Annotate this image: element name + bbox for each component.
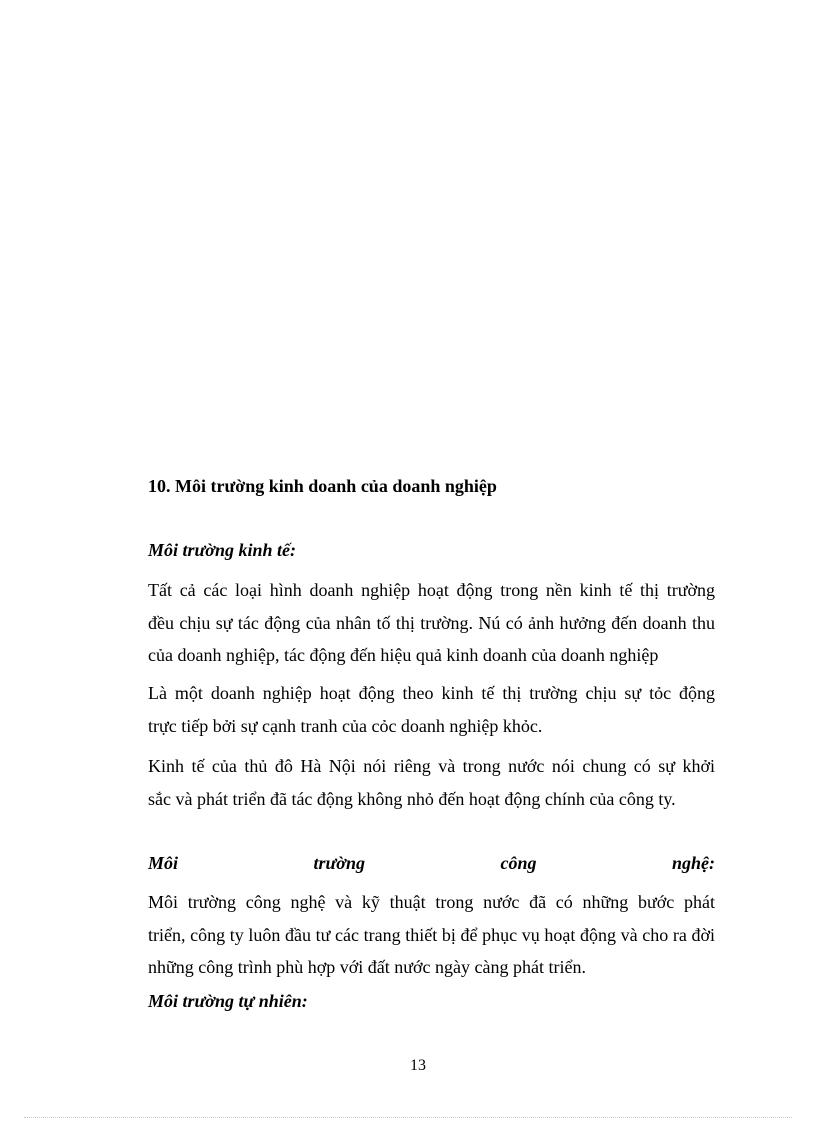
paragraph-line-1: Tất cả các loại hình doanh nghiệp hoạt động trong nền kinh tế thị trường — [148, 580, 715, 600]
technology-environment-heading — [148, 850, 715, 876]
section-heading: 10. Môi trường kinh doanh của doanh nghiệp — [148, 476, 497, 496]
paragraph-line-2: đều chịu sự tác động của nhân tố thị trường. Nú có ảnh hưởng đến doanh thu — [148, 612, 715, 633]
paragraph-line-1: Kinh tế của thủ đô Hà Nội nói riêng và trong nước nói chung có sự khởi — [148, 756, 715, 776]
heading-word: nghệ: — [671, 853, 715, 873]
page-number: 13 — [410, 1057, 426, 1074]
economic-environment-heading: Môi trường kinh tế: — [148, 540, 296, 560]
economic-paragraph-3 — [148, 750, 715, 815]
paragraph-line-2: sắc và phát triển đã tác động không nhỏ đến hoạt động chính của công ty. — [148, 788, 676, 809]
technology-paragraph — [148, 886, 715, 984]
paragraph-line-3: những công trình phù hợp với đất nước ngày càng phát triển. — [148, 957, 586, 977]
paragraph-line-3: của doanh nghiệp, tác động đến hiệu quả kinh doanh của doanh nghiệp — [148, 645, 659, 665]
heading-word: Môi — [148, 853, 179, 873]
page-bottom-divider — [24, 1117, 792, 1118]
economic-paragraph-1-body — [148, 574, 715, 672]
natural-environment-heading: Môi trường tự nhiên: — [148, 991, 308, 1011]
heading-word: trường — [313, 853, 365, 873]
paragraph-line-1: Là một doanh nghiệp hoạt động theo kinh tế thị trường chịu sự tỏc động — [148, 683, 715, 703]
paragraph-line-2: triển, công ty luôn đầu tư các trang thiết bị để phục vụ hoạt động và cho ra đời — [148, 924, 715, 945]
economic-paragraph-2 — [148, 677, 715, 742]
paragraph-line-2: trực tiếp bởi sự cạnh tranh của cỏc doanh nghiệp khỏc. — [148, 715, 543, 736]
heading-word: công — [500, 853, 537, 873]
paragraph-line-1: Môi trường công nghệ và kỹ thuật trong nước đã có những bước phát — [148, 892, 715, 912]
